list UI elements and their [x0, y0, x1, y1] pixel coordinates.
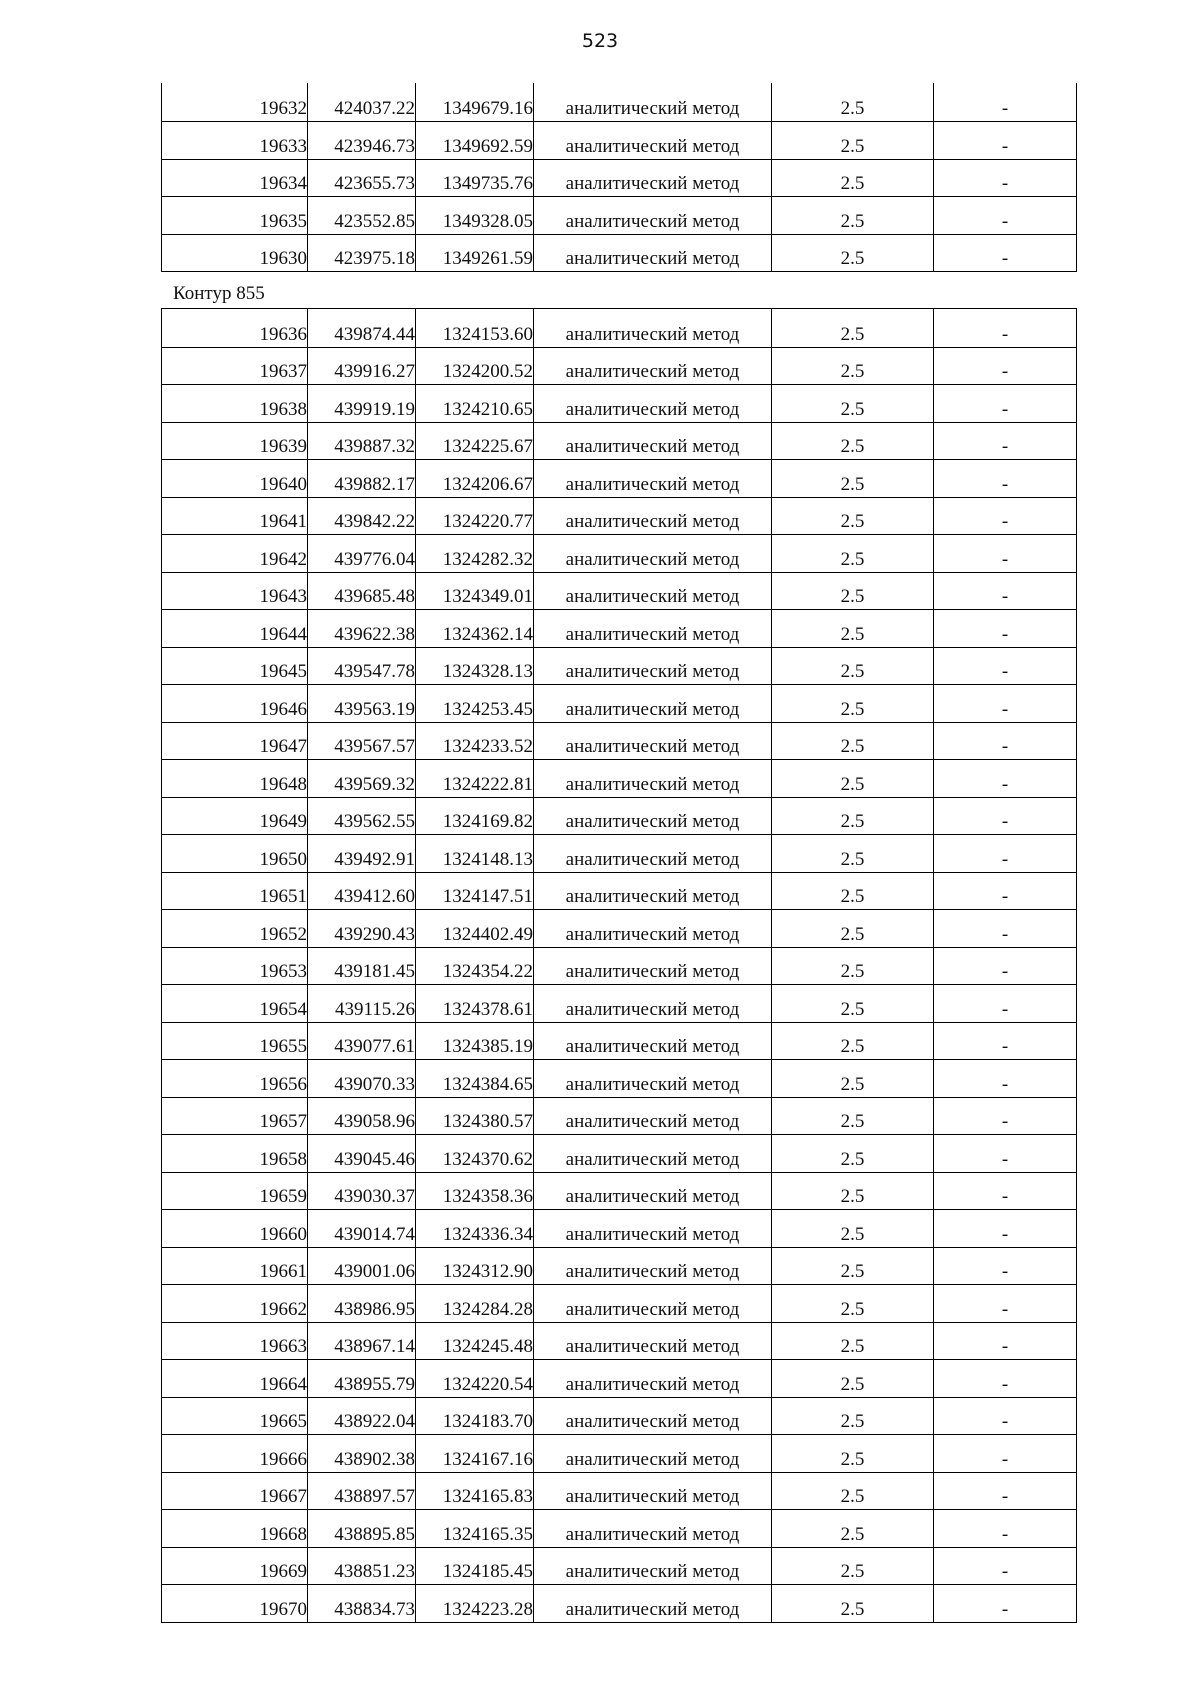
table-row — [162, 647, 1077, 685]
table-row — [162, 572, 1077, 610]
x-coordinate-cell: 439547.78 — [308, 647, 416, 685]
table-row — [162, 760, 1077, 798]
y-coordinate-cell: 1324336.34 — [416, 1210, 534, 1248]
x-coordinate-cell: 439567.57 — [308, 722, 416, 760]
description-cell: - — [934, 497, 1077, 535]
x-coordinate-cell: 439919.19 — [308, 385, 416, 423]
y-coordinate-cell: 1324328.13 — [416, 647, 534, 685]
x-coordinate-cell: 438834.73 — [308, 1585, 416, 1623]
accuracy-cell: 2.5 — [772, 159, 934, 197]
point-number-cell: 19658 — [162, 1135, 308, 1173]
table-row — [162, 985, 1077, 1023]
accuracy-cell: 2.5 — [772, 122, 934, 160]
method-cell: аналитический метод — [534, 159, 772, 197]
table-row — [162, 347, 1077, 385]
point-number-cell: 19642 — [162, 535, 308, 573]
accuracy-cell: 2.5 — [772, 1510, 934, 1548]
table-row — [162, 1360, 1077, 1398]
method-cell: аналитический метод — [534, 872, 772, 910]
table-body — [162, 309, 1077, 1623]
accuracy-cell: 2.5 — [772, 1322, 934, 1360]
y-coordinate-cell: 1324370.62 — [416, 1135, 534, 1173]
point-number-cell: 19648 — [162, 760, 308, 798]
description-cell: - — [934, 1022, 1077, 1060]
method-cell: аналитический метод — [534, 1097, 772, 1135]
point-number-cell: 19649 — [162, 797, 308, 835]
point-number-cell: 19659 — [162, 1172, 308, 1210]
description-cell: - — [934, 610, 1077, 648]
x-coordinate-cell: 439622.38 — [308, 610, 416, 648]
x-coordinate-cell: 439070.33 — [308, 1060, 416, 1098]
x-coordinate-cell: 424037.22 — [308, 83, 416, 122]
x-coordinate-cell: 438955.79 — [308, 1360, 416, 1398]
accuracy-cell: 2.5 — [772, 910, 934, 948]
point-number-cell: 19643 — [162, 572, 308, 610]
description-cell: - — [934, 1135, 1077, 1173]
description-cell: - — [934, 835, 1077, 873]
table-row — [162, 610, 1077, 648]
point-number-cell: 19670 — [162, 1585, 308, 1623]
method-cell: аналитический метод — [534, 1435, 772, 1473]
x-coordinate-cell: 439562.55 — [308, 797, 416, 835]
table-row — [162, 309, 1077, 348]
method-cell: аналитический метод — [534, 722, 772, 760]
accuracy-cell: 2.5 — [772, 83, 934, 122]
description-cell: - — [934, 1472, 1077, 1510]
accuracy-cell: 2.5 — [772, 422, 934, 460]
x-coordinate-cell: 439181.45 — [308, 947, 416, 985]
method-cell: аналитический метод — [534, 760, 772, 798]
description-cell: - — [934, 685, 1077, 723]
table-row — [162, 1060, 1077, 1098]
x-coordinate-cell: 438851.23 — [308, 1547, 416, 1585]
table-row — [162, 1135, 1077, 1173]
point-number-cell: 19667 — [162, 1472, 308, 1510]
description-cell: - — [934, 722, 1077, 760]
x-coordinate-cell: 439290.43 — [308, 910, 416, 948]
point-number-cell: 19647 — [162, 722, 308, 760]
method-cell: аналитический метод — [534, 610, 772, 648]
x-coordinate-cell: 439014.74 — [308, 1210, 416, 1248]
table-row — [162, 535, 1077, 573]
point-number-cell: 19644 — [162, 610, 308, 648]
description-cell: - — [934, 1585, 1077, 1623]
method-cell: аналитический метод — [534, 985, 772, 1023]
x-coordinate-cell: 439685.48 — [308, 572, 416, 610]
description-cell: - — [934, 535, 1077, 573]
point-number-cell: 19636 — [162, 309, 308, 348]
point-number-cell: 19635 — [162, 197, 308, 235]
description-cell: - — [934, 985, 1077, 1023]
x-coordinate-cell: 438897.57 — [308, 1472, 416, 1510]
method-cell: аналитический метод — [534, 309, 772, 348]
table-row — [162, 1322, 1077, 1360]
y-coordinate-cell: 1324362.14 — [416, 610, 534, 648]
y-coordinate-cell: 1324210.65 — [416, 385, 534, 423]
x-coordinate-cell: 438902.38 — [308, 1435, 416, 1473]
method-cell: аналитический метод — [534, 83, 772, 122]
point-number-cell: 19652 — [162, 910, 308, 948]
accuracy-cell: 2.5 — [772, 1060, 934, 1098]
table-row — [162, 83, 1077, 122]
accuracy-cell: 2.5 — [772, 1172, 934, 1210]
y-coordinate-cell: 1324358.36 — [416, 1172, 534, 1210]
accuracy-cell: 2.5 — [772, 1022, 934, 1060]
method-cell: аналитический метод — [534, 835, 772, 873]
x-coordinate-cell: 438986.95 — [308, 1285, 416, 1323]
x-coordinate-cell: 439569.32 — [308, 760, 416, 798]
x-coordinate-cell: 423946.73 — [308, 122, 416, 160]
method-cell: аналитический метод — [534, 1022, 772, 1060]
method-cell: аналитический метод — [534, 572, 772, 610]
table-body — [162, 83, 1077, 272]
method-cell: аналитический метод — [534, 1172, 772, 1210]
accuracy-cell: 2.5 — [772, 497, 934, 535]
description-cell: - — [934, 197, 1077, 235]
point-number-cell: 19645 — [162, 647, 308, 685]
table-row — [162, 910, 1077, 948]
point-number-cell: 19641 — [162, 497, 308, 535]
method-cell: аналитический метод — [534, 197, 772, 235]
point-number-cell: 19637 — [162, 347, 308, 385]
y-coordinate-cell: 1324220.54 — [416, 1360, 534, 1398]
x-coordinate-cell: 439776.04 — [308, 535, 416, 573]
accuracy-cell: 2.5 — [772, 1210, 934, 1248]
point-number-cell: 19655 — [162, 1022, 308, 1060]
x-coordinate-cell: 439874.44 — [308, 309, 416, 348]
accuracy-cell: 2.5 — [772, 985, 934, 1023]
method-cell: аналитический метод — [534, 647, 772, 685]
x-coordinate-cell: 438922.04 — [308, 1397, 416, 1435]
accuracy-cell: 2.5 — [772, 572, 934, 610]
description-cell: - — [934, 1397, 1077, 1435]
point-number-cell: 19651 — [162, 872, 308, 910]
x-coordinate-cell: 439882.17 — [308, 460, 416, 498]
table-row — [162, 197, 1077, 235]
point-number-cell: 19664 — [162, 1360, 308, 1398]
y-coordinate-cell: 1324225.67 — [416, 422, 534, 460]
description-cell: - — [934, 347, 1077, 385]
table-row — [162, 1547, 1077, 1585]
table-row — [162, 1172, 1077, 1210]
accuracy-cell: 2.5 — [772, 722, 934, 760]
description-cell: - — [934, 1360, 1077, 1398]
x-coordinate-cell: 423975.18 — [308, 234, 416, 272]
x-coordinate-cell: 439492.91 — [308, 835, 416, 873]
description-cell: - — [934, 947, 1077, 985]
method-cell: аналитический метод — [534, 1322, 772, 1360]
accuracy-cell: 2.5 — [772, 947, 934, 985]
description-cell: - — [934, 1060, 1077, 1098]
accuracy-cell: 2.5 — [772, 1472, 934, 1510]
table-row — [162, 234, 1077, 272]
accuracy-cell: 2.5 — [772, 872, 934, 910]
y-coordinate-cell: 1349328.05 — [416, 197, 534, 235]
method-cell: аналитический метод — [534, 122, 772, 160]
point-number-cell: 19661 — [162, 1247, 308, 1285]
method-cell: аналитический метод — [534, 1472, 772, 1510]
table-row — [162, 685, 1077, 723]
y-coordinate-cell: 1349692.59 — [416, 122, 534, 160]
table-row — [162, 1585, 1077, 1623]
accuracy-cell: 2.5 — [772, 760, 934, 798]
accuracy-cell: 2.5 — [772, 1585, 934, 1623]
table-row — [162, 872, 1077, 910]
accuracy-cell: 2.5 — [772, 647, 934, 685]
method-cell: аналитический метод — [534, 1510, 772, 1548]
x-coordinate-cell: 423552.85 — [308, 197, 416, 235]
y-coordinate-cell: 1324185.45 — [416, 1547, 534, 1585]
method-cell: аналитический метод — [534, 1210, 772, 1248]
description-cell: - — [934, 460, 1077, 498]
y-coordinate-cell: 1324222.81 — [416, 760, 534, 798]
y-coordinate-cell: 1324233.52 — [416, 722, 534, 760]
x-coordinate-cell: 439030.37 — [308, 1172, 416, 1210]
y-coordinate-cell: 1324354.22 — [416, 947, 534, 985]
point-number-cell: 19639 — [162, 422, 308, 460]
accuracy-cell: 2.5 — [772, 460, 934, 498]
y-coordinate-cell: 1324167.16 — [416, 1435, 534, 1473]
description-cell: - — [934, 422, 1077, 460]
method-cell: аналитический метод — [534, 1547, 772, 1585]
table-row — [162, 422, 1077, 460]
y-coordinate-cell: 1324245.48 — [416, 1322, 534, 1360]
table-row — [162, 159, 1077, 197]
x-coordinate-cell: 439887.32 — [308, 422, 416, 460]
point-number-cell: 19634 — [162, 159, 308, 197]
table-row — [162, 947, 1077, 985]
table-row — [162, 835, 1077, 873]
description-cell: - — [934, 122, 1077, 160]
accuracy-cell: 2.5 — [772, 797, 934, 835]
description-cell: - — [934, 1172, 1077, 1210]
table-row — [162, 1435, 1077, 1473]
point-number-cell: 19640 — [162, 460, 308, 498]
accuracy-cell: 2.5 — [772, 610, 934, 648]
description-cell: - — [934, 385, 1077, 423]
point-number-cell: 19657 — [162, 1097, 308, 1135]
table-row — [162, 385, 1077, 423]
description-cell: - — [934, 760, 1077, 798]
description-cell: - — [934, 1285, 1077, 1323]
y-coordinate-cell: 1324165.83 — [416, 1472, 534, 1510]
y-coordinate-cell: 1324200.52 — [416, 347, 534, 385]
description-cell: - — [934, 1435, 1077, 1473]
accuracy-cell: 2.5 — [772, 1547, 934, 1585]
method-cell: аналитический метод — [534, 422, 772, 460]
description-cell: - — [934, 1547, 1077, 1585]
method-cell: аналитический метод — [534, 947, 772, 985]
method-cell: аналитический метод — [534, 1135, 772, 1173]
method-cell: аналитический метод — [534, 234, 772, 272]
coordinates-table-continued — [161, 83, 1077, 272]
point-number-cell: 19660 — [162, 1210, 308, 1248]
description-cell: - — [934, 797, 1077, 835]
accuracy-cell: 2.5 — [772, 835, 934, 873]
accuracy-cell: 2.5 — [772, 309, 934, 348]
y-coordinate-cell: 1324380.57 — [416, 1097, 534, 1135]
accuracy-cell: 2.5 — [772, 1097, 934, 1135]
y-coordinate-cell: 1324312.90 — [416, 1247, 534, 1285]
y-coordinate-cell: 1324206.67 — [416, 460, 534, 498]
point-number-cell: 19665 — [162, 1397, 308, 1435]
y-coordinate-cell: 1349261.59 — [416, 234, 534, 272]
y-coordinate-cell: 1349735.76 — [416, 159, 534, 197]
description-cell: - — [934, 572, 1077, 610]
y-coordinate-cell: 1324147.51 — [416, 872, 534, 910]
accuracy-cell: 2.5 — [772, 1360, 934, 1398]
y-coordinate-cell: 1324284.28 — [416, 1285, 534, 1323]
accuracy-cell: 2.5 — [772, 1435, 934, 1473]
point-number-cell: 19669 — [162, 1547, 308, 1585]
point-number-cell: 19654 — [162, 985, 308, 1023]
table-row — [162, 1285, 1077, 1323]
description-cell: - — [934, 647, 1077, 685]
method-cell: аналитический метод — [534, 1285, 772, 1323]
y-coordinate-cell: 1324384.65 — [416, 1060, 534, 1098]
method-cell: аналитический метод — [534, 535, 772, 573]
description-cell: - — [934, 1210, 1077, 1248]
method-cell: аналитический метод — [534, 1585, 772, 1623]
y-coordinate-cell: 1324220.77 — [416, 497, 534, 535]
y-coordinate-cell: 1324223.28 — [416, 1585, 534, 1623]
y-coordinate-cell: 1324378.61 — [416, 985, 534, 1023]
method-cell: аналитический метод — [534, 347, 772, 385]
method-cell: аналитический метод — [534, 385, 772, 423]
y-coordinate-cell: 1349679.16 — [416, 83, 534, 122]
y-coordinate-cell: 1324165.35 — [416, 1510, 534, 1548]
point-number-cell: 19666 — [162, 1435, 308, 1473]
x-coordinate-cell: 439115.26 — [308, 985, 416, 1023]
table-row — [162, 122, 1077, 160]
y-coordinate-cell: 1324282.32 — [416, 535, 534, 573]
x-coordinate-cell: 439077.61 — [308, 1022, 416, 1060]
table-row — [162, 1210, 1077, 1248]
point-number-cell: 19650 — [162, 835, 308, 873]
x-coordinate-cell: 438967.14 — [308, 1322, 416, 1360]
y-coordinate-cell: 1324148.13 — [416, 835, 534, 873]
description-cell: - — [934, 1510, 1077, 1548]
point-number-cell: 19668 — [162, 1510, 308, 1548]
table-row — [162, 1510, 1077, 1548]
x-coordinate-cell: 438895.85 — [308, 1510, 416, 1548]
description-cell: - — [934, 234, 1077, 272]
table-row — [162, 797, 1077, 835]
accuracy-cell: 2.5 — [772, 1247, 934, 1285]
coordinates-table-contour-855 — [161, 308, 1077, 1623]
table-row — [162, 1472, 1077, 1510]
y-coordinate-cell: 1324402.49 — [416, 910, 534, 948]
description-cell: - — [934, 1097, 1077, 1135]
page-number: 523 — [581, 30, 619, 52]
method-cell: аналитический метод — [534, 1060, 772, 1098]
description-cell: - — [934, 910, 1077, 948]
point-number-cell: 19663 — [162, 1322, 308, 1360]
point-number-cell: 19646 — [162, 685, 308, 723]
accuracy-cell: 2.5 — [772, 1285, 934, 1323]
x-coordinate-cell: 439916.27 — [308, 347, 416, 385]
table-row — [162, 497, 1077, 535]
method-cell: аналитический метод — [534, 685, 772, 723]
point-number-cell: 19630 — [162, 234, 308, 272]
y-coordinate-cell: 1324153.60 — [416, 309, 534, 348]
description-cell: - — [934, 872, 1077, 910]
x-coordinate-cell: 423655.73 — [308, 159, 416, 197]
accuracy-cell: 2.5 — [772, 535, 934, 573]
description-cell: - — [934, 83, 1077, 122]
method-cell: аналитический метод — [534, 497, 772, 535]
y-coordinate-cell: 1324169.82 — [416, 797, 534, 835]
x-coordinate-cell: 439045.46 — [308, 1135, 416, 1173]
y-coordinate-cell: 1324253.45 — [416, 685, 534, 723]
x-coordinate-cell: 439001.06 — [308, 1247, 416, 1285]
accuracy-cell: 2.5 — [772, 385, 934, 423]
accuracy-cell: 2.5 — [772, 685, 934, 723]
method-cell: аналитический метод — [534, 910, 772, 948]
table-row — [162, 1247, 1077, 1285]
y-coordinate-cell: 1324385.19 — [416, 1022, 534, 1060]
description-cell: - — [934, 159, 1077, 197]
description-cell: - — [934, 309, 1077, 348]
method-cell: аналитический метод — [534, 1397, 772, 1435]
accuracy-cell: 2.5 — [772, 347, 934, 385]
accuracy-cell: 2.5 — [772, 234, 934, 272]
accuracy-cell: 2.5 — [772, 197, 934, 235]
x-coordinate-cell: 439412.60 — [308, 872, 416, 910]
section-title-contour: Контур 855 — [173, 283, 265, 304]
description-cell: - — [934, 1322, 1077, 1360]
table-row — [162, 1397, 1077, 1435]
point-number-cell: 19653 — [162, 947, 308, 985]
point-number-cell: 19632 — [162, 83, 308, 122]
x-coordinate-cell: 439563.19 — [308, 685, 416, 723]
table-row — [162, 1097, 1077, 1135]
x-coordinate-cell: 439058.96 — [308, 1097, 416, 1135]
accuracy-cell: 2.5 — [772, 1397, 934, 1435]
method-cell: аналитический метод — [534, 460, 772, 498]
table-row — [162, 722, 1077, 760]
table-row — [162, 460, 1077, 498]
accuracy-cell: 2.5 — [772, 1135, 934, 1173]
table-row — [162, 1022, 1077, 1060]
method-cell: аналитический метод — [534, 797, 772, 835]
point-number-cell: 19638 — [162, 385, 308, 423]
method-cell: аналитический метод — [534, 1360, 772, 1398]
point-number-cell: 19656 — [162, 1060, 308, 1098]
y-coordinate-cell: 1324349.01 — [416, 572, 534, 610]
x-coordinate-cell: 439842.22 — [308, 497, 416, 535]
point-number-cell: 19662 — [162, 1285, 308, 1323]
y-coordinate-cell: 1324183.70 — [416, 1397, 534, 1435]
method-cell: аналитический метод — [534, 1247, 772, 1285]
description-cell: - — [934, 1247, 1077, 1285]
point-number-cell: 19633 — [162, 122, 308, 160]
